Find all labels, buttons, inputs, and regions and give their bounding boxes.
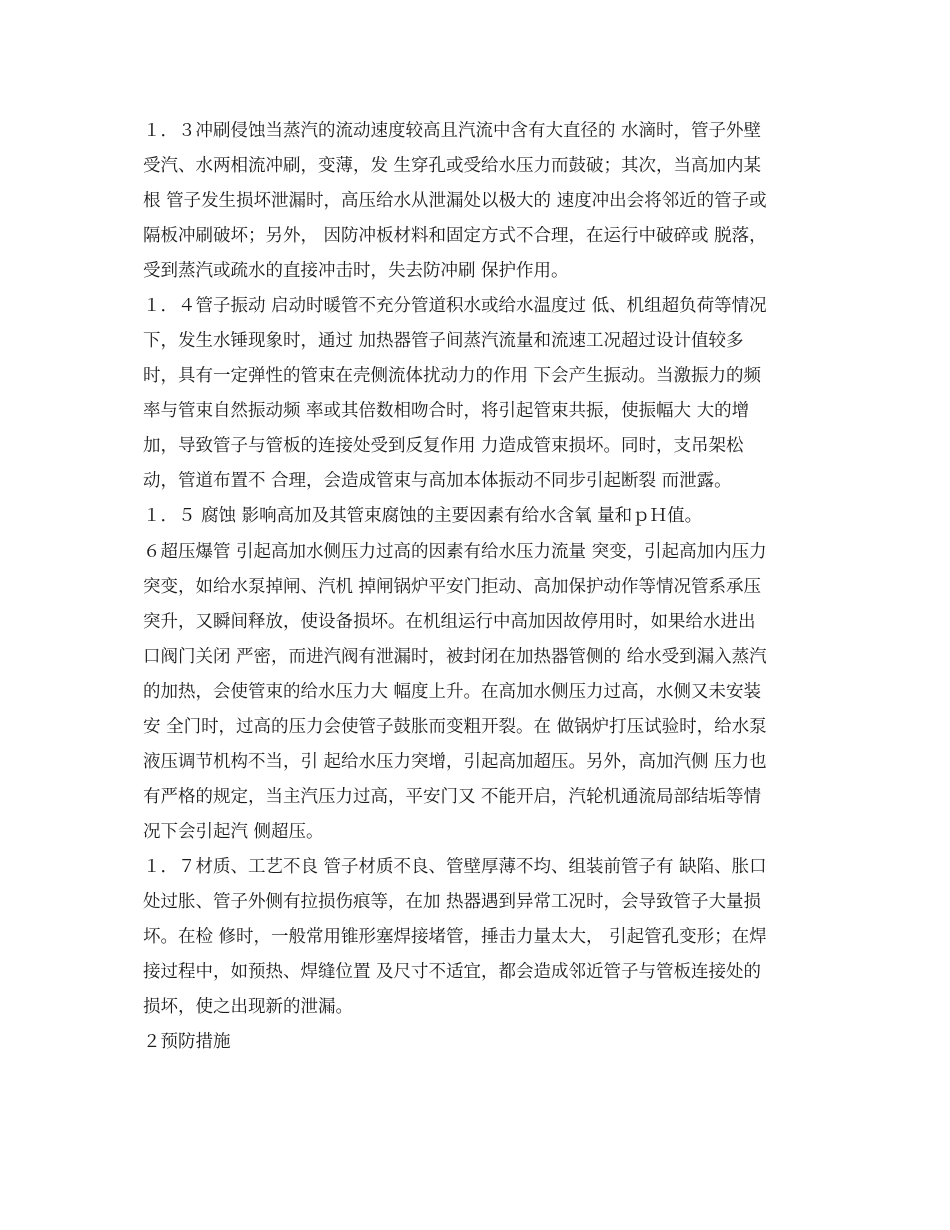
text-line-6: １．４管子振动 启动时暖管不充分管道积水或给水温度过 低、机组超负荷等情况 [143, 296, 767, 316]
text-line-5: 受到蒸汽或疏水的直接冲击时，失去防冲刷 保护作用。 [143, 261, 569, 281]
text-line-12: １．５ 腐蚀 影响高加及其管束腐蚀的主要因素有给水含氧 量和ｐＨ值。 [143, 506, 703, 526]
text-line-11: 动，管道布置不 合理，会造成管束与高加本体振动不同步引起断裂 而泄露。 [143, 471, 732, 491]
text-line-20: 有严格的规定，当主汽压力过高，平安门又 不能开启，汽轮机通流局部结垢等情 [143, 787, 762, 807]
text-line-22: １．７材质、工艺不良 管子材质不良、管壁厚薄不均、组装前管子有 缺陷、胀口 [143, 857, 767, 877]
text-line-3: 根 管子发生损坏泄漏时，高压给水从泄漏处以极大的 速度冲出会将邻近的管子或 [143, 191, 767, 211]
text-line-18: 安 全门时，过高的压力会使管子鼓胀而变粗开裂。在 做锅炉打压试验时，给水泵 [143, 717, 767, 737]
text-line-8: 时，具有一定弹性的管束在壳侧流体扰动力的作用 下会产生振动。当激振力的频 [143, 366, 762, 386]
text-line-16: 口阀门关闭 严密，而进汽阀有泄漏时，被封闭在加热器管侧的 给水受到漏入蒸汽 [143, 647, 767, 667]
text-line-9: 率与管束自然振动频 率或其倍数相吻合时，将引起管束共振，使振幅大 大的增 [143, 401, 750, 421]
text-line-1: １．３冲刷侵蚀当蒸汽的流动速度较高且汽流中含有大直径的 水滴时，管子外壁 [143, 121, 762, 141]
text-line-26: 损坏，使之出现新的泄漏。 [143, 997, 353, 1017]
text-line-24: 坏。在检 修时，一般常用锥形塞焊接堵管，捶击力量太大， 引起管孔变形；在焊 [143, 927, 767, 947]
text-line-13: ６超压爆管 引起高加水侧压力过高的因素有给水压力流量 突变，引起高加内压力 [143, 542, 767, 562]
text-line-19: 液压调节机构不当，引 起给水压力突增，引起高加超压。另外，高加汽侧 压力也 [143, 752, 767, 772]
text-line-21: 况下会引起汽 侧超压。 [143, 822, 324, 842]
section-heading-prevention: ２预防措施 [143, 1032, 231, 1052]
text-line-23: 处过胀、管子外侧有拉损伤痕等，在加 热器遇到异常工况时，会导致管子大量损 [143, 892, 762, 912]
text-line-2: 受汽、水两相流冲刷，变薄，发 生穿孔或受给水压力而鼓破；其次，当高加内某 [143, 156, 762, 176]
text-line-15: 突升，又瞬间释放，使设备损坏。在机组运行中高加因故停用时，如果给水进出 [143, 612, 756, 632]
text-line-25: 接过程中，如预热、焊缝位置 及尺寸不适宜，都会造成邻近管子与管板连接处的 [143, 962, 762, 982]
text-line-17: 的加热，会使管束的给水压力大 幅度上升。在高加水侧压力过高，水侧又未安装 [143, 682, 762, 702]
text-line-14: 突变，如给水泵掉闸、汽机 掉闸锅炉平安门拒动、高加保护动作等情况管系承压 [143, 577, 762, 597]
text-line-4: 隔板冲刷破坏；另外， 因防冲板材料和固定方式不合理，在运行中破碎或 脱落， [143, 226, 767, 246]
text-line-7: 下，发生水锤现象时，通过 加热器管子间蒸汽流量和流速工况超过设计值较多 [143, 331, 744, 351]
text-line-10: 加，导致管子与管板的连接处受到反复作用 力造成管束损坏。同时，支吊架松 [143, 436, 744, 456]
